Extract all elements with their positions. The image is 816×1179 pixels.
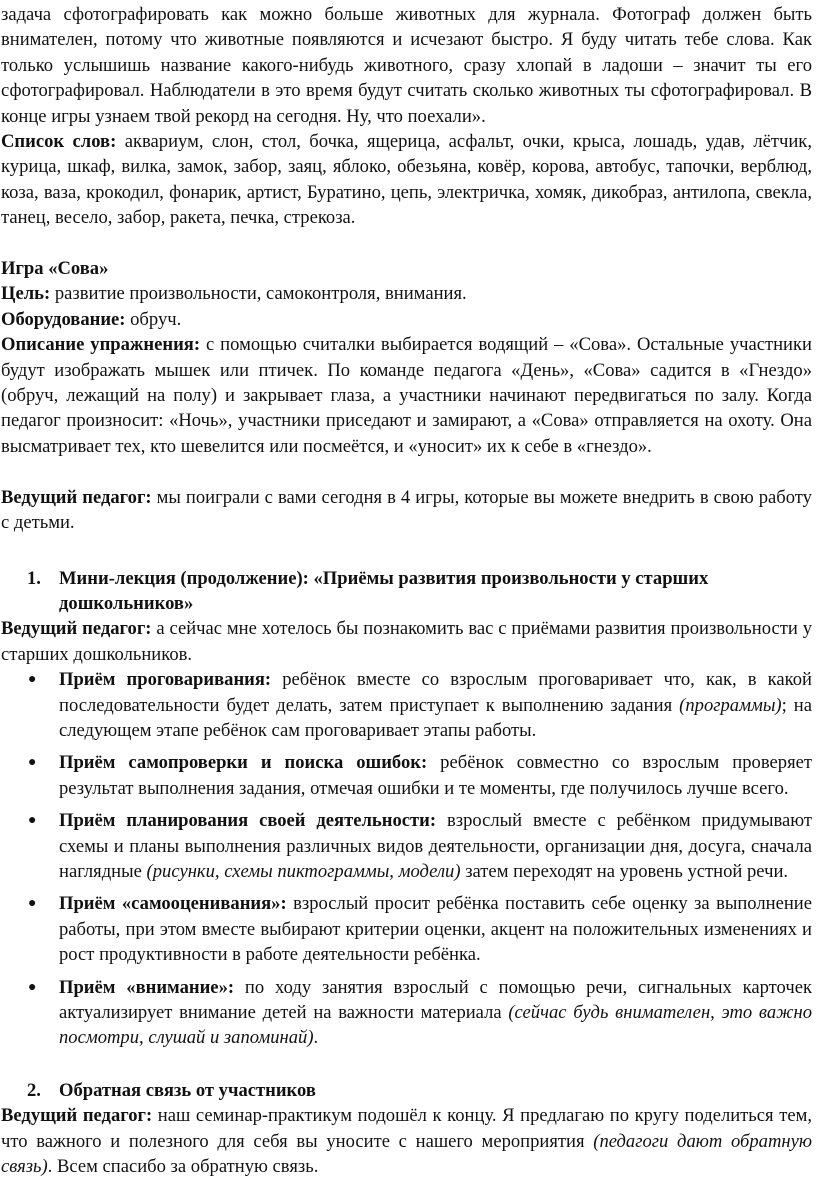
section2-lead-paragraph — [1, 1103, 812, 1179]
blank-line — [1, 1058, 812, 1078]
owl-game-title-text: Игра «Сова» — [1, 258, 109, 280]
item-tail: затем переходят на уровень устной речи. — [460, 860, 789, 882]
section1-heading-text: Мини-лекция (продолжение): «Приёмы развития произвольности у старших дошкольников» — [59, 567, 709, 614]
bullet-icon: ● — [28, 979, 37, 995]
equipment-label: Оборудование: — [1, 308, 126, 330]
owl-game-description — [1, 332, 812, 459]
section2-heading — [1, 1078, 812, 1103]
goal-text: развитие произвольности, самоконтроля, внимания. — [50, 283, 467, 305]
item-label: Приём «внимание»: — [59, 976, 235, 998]
item-text: по ходу занятия взрослый с помощью речи, сигнальных карточек актуализирует внимание детей на важности материала — [59, 976, 812, 1023]
item-tail: ; на следующем этапе ребёнок сам проговаривает этапы работы. — [59, 694, 812, 741]
section2-number: 2. — [27, 1079, 41, 1101]
section1-lead-label: Ведущий педагог: — [1, 618, 152, 640]
list-item-body — [59, 891, 812, 967]
section2-lead-italic: (педагоги дают обратную связь) — [1, 1130, 812, 1178]
bullet-icon: ● — [28, 672, 37, 688]
word-list-paragraph — [1, 129, 812, 231]
list-item — [1, 808, 812, 884]
list-item-body — [59, 750, 812, 801]
list-item-body — [59, 667, 812, 743]
item-label: Приём планирования своей деятельности: — [59, 810, 437, 832]
description-text: с помощью считалки выбирается водящий – «Сова». Остальные участники будут изображать мышек или птичек. По команде педагога «День», «Сова» садится в «Гнездо» (обруч, лежащий на полу) и закрывает глаза, а участники начинают передвигаться по залу. Когда педагог произносит: «Ночь», участники приседают и замирают, а «Сова» отправляется на охоту. Она высматривает тех, кто шевелится или посмеётся, и «уносит» их к себе в «гнездо». — [1, 334, 812, 457]
blank-line — [1, 231, 812, 256]
blank-line — [1, 459, 812, 484]
item-text: взрослый вместе с ребёнком придумывают схемы и планы выполнения различных видов деятельности, организации дня, досуга, сначала наглядные — [59, 810, 812, 882]
bullet-icon: ● — [28, 755, 37, 771]
list-item-body — [59, 808, 812, 884]
lead-summary-paragraph — [1, 485, 812, 536]
owl-game-equipment — [1, 307, 812, 332]
list-item — [1, 975, 812, 1051]
section2-lead-label: Ведущий педагог: — [1, 1105, 153, 1127]
lead-summary-text: мы поиграли с вами сегодня в 4 игры, которые вы можете внедрить в свою работу с детьми. — [1, 486, 812, 534]
item-italic: (сейчас будь внимателен, это важно посмотри, слушай и запоминай) — [59, 1002, 812, 1049]
blank-line — [1, 536, 812, 566]
item-italic: (рисунки, схемы пиктограммы, модели) — [146, 860, 461, 882]
list-item-body — [59, 975, 812, 1051]
item-text: взрослый просит ребёнка поставить себе оценку за выполнение работы, при этом вместе выбирают критерии оценки, акцент на положительных изменениях и рост продуктивности в работе деятельности ребёнка. — [59, 893, 812, 966]
intro-paragraph: задача сфотографировать как можно больше животных для журнала. Фотограф должен быть внимателен, потому что животные появляются и исчезают быстро. Я буду читать тебе слова. Как только услышишь название какого-нибудь животного, сразу хлопай в ладоши – значит ты его сфотографировал. Наблюдатели в это время будут считать сколько животных ты сфотографировал. В конце игры узнаем твой рекорд на сегодня. Ну, что поехали». — [1, 4, 812, 127]
goal-label: Цель: — [1, 283, 51, 305]
item-text: ребёнок совместно со взрослым проверяет результат выполнения задания, отмечая ошибки и те моменты, где получилось лучше всего. — [59, 752, 813, 799]
item-italic: (программы) — [679, 694, 782, 716]
item-tail: . — [313, 1027, 319, 1049]
item-label: Приём «самооценивания»: — [59, 893, 287, 915]
list-item — [1, 750, 812, 801]
section1-heading — [1, 566, 812, 617]
item-label: Приём проговаривания: — [59, 669, 272, 691]
bullet-icon: ● — [28, 896, 37, 912]
equipment-text: обруч. — [125, 308, 182, 330]
lead-summary-label: Ведущий педагог: — [1, 486, 152, 508]
technique-list — [1, 667, 812, 1051]
owl-game-goal — [1, 281, 812, 306]
bullet-icon: ● — [28, 813, 37, 829]
list-item — [1, 891, 812, 967]
item-text: ребёнок вместе со взрослым проговаривает что, как, в какой последовательности будет делать, затем приступает к выполнению задания — [59, 669, 812, 716]
owl-game-title — [1, 256, 812, 281]
description-label: Описание упражнения: — [1, 334, 201, 356]
list-item — [1, 667, 812, 743]
section2-lead-tail: . Всем спасибо за обратную связь. — [47, 1156, 319, 1178]
section2-lead-text: наш семинар-практикум подошёл к концу. Я предлагаю по кругу поделиться тем, что важного и полезного для себя вы уносите с нашего мероприятия — [1, 1105, 812, 1152]
section1-lead-text: а сейчас мне хотелось бы познакомить вас с приёмами развития произвольности у старших дошкольников. — [1, 618, 812, 665]
word-list-text: аквариум, слон, стол, бочка, ящерица, асфальт, очки, крыса, лошадь, удав, лётчик, курица, шкаф, вилка, замок, забор, заяц, яблоко, обезьяна, ковёр, корова, автобус, тапочки, верблюд, коза, ваза, крокодил, фонарик, артист, Буратино, цепь, электричка, хомяк, дикобраз, антилопа, свекла, танец, весело, забор, ракета, печка, стрекоза. — [1, 131, 812, 229]
word-list-label: Список слов: — [1, 131, 117, 153]
section1-lead-paragraph — [1, 616, 812, 667]
section1-number: 1. — [27, 567, 41, 589]
item-label: Приём самопроверки и поиска ошибок: — [59, 752, 428, 774]
section2-heading-text: Обратная связь от участников — [59, 1079, 316, 1101]
